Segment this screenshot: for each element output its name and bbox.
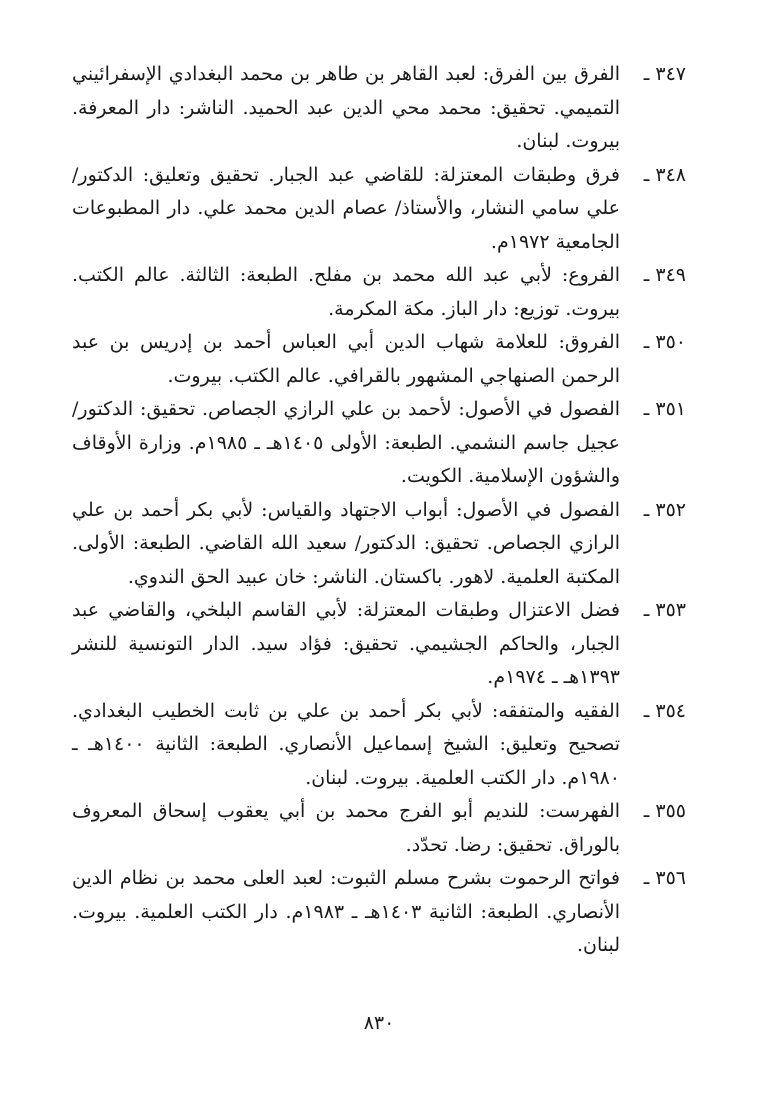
entry-number: ٣٤٧ ـ [643,63,686,85]
entry-text: الفقيه والمتفقه: لأبي بكر أحمد بن علي بن ثابت الخطيب البغدادي. تصحيح وتعليق: الشيخ إسماعيل الأنصاري. الطبعة: الثانية ١٤٠٠هـ ـ ١٩٨٠م. دار الكتب العلمية. بيروت. لبنان. [72,699,620,789]
bibliography-entry-353 [72,594,686,695]
entry-number: ٣٥٠ ـ [643,331,686,353]
entry-number: ٣٤٨ ـ [643,163,686,186]
page-number: ٨٣٠ [363,1012,395,1034]
bibliography-entry-355 [72,795,686,862]
entry-number: ٣٥٢ ـ [643,498,686,521]
entry-number: ٣٥٦ ـ [643,867,686,889]
entry-text: الفروع: لأبي عبد الله محمد بن مفلح. الطبعة: الثالثة. عالم الكتب. بيروت. توزيع: دار الباز. مكة المكرمة. [72,264,620,320]
entry-text: فرق وطبقات المعتزلة: للقاضي عبد الجبار. تحقيق وتعليق: الدكتور/ علي سامي النشار، والأستاذ/ عصام الدين محمد علي. دار المطبوعات الجامعية ١٩٧٢م. [72,163,620,253]
entry-number: ٣٥٣ ـ [643,599,686,621]
bibliography-entry-347 [72,58,686,159]
entry-text: الفروق: للعلامة شهاب الدين أبي العباس أحمد بن إدريس بن عبد الرحمن الصنهاجي المشهور بالقرافي. عالم الكتب. بيروت. [72,331,620,387]
bibliography-entry-348 [72,159,686,260]
entry-number: ٣٥٥ ـ [643,800,686,822]
bibliography-entry-349 [72,259,686,326]
entry-number: ٣٥٤ ـ [643,699,686,722]
entry-number: ٣٥١ ـ [643,398,686,420]
entry-text: الفرق بين الفرق: لعبد القاهر بن طاهر بن محمد البغدادي الإسفرائيني التميمي. تحقيق: محمد محي الدين عبد الحميد. الناشر: دار المعرفة. بيروت. لبنان. [72,63,620,152]
entry-text: الفصول في الأصول: أبواب الاجتهاد والقياس: لأبي بكر أحمد بن علي الرازي الجصاص. تحقيق: الدكتور/ سعيد الله القاضي. الطبعة: الأولى. المكتبة العلمية. لاهور. باكستان. الناشر: خان عبيد الحق الندوي. [72,498,620,588]
bibliography-entry-352 [72,494,686,595]
bibliography-entry-350 [72,326,686,393]
bibliography-entry-354 [72,695,686,796]
bibliography-list [72,58,686,963]
entry-text: فضل الاعتزال وطبقات المعتزلة: لأبي القاسم البلخي، والقاضي عبد الجبار، والحاكم الجشيمي. تحقيق: فؤاد سيد. الدار التونسية للنشر ١٣٩٣هـ ـ ١٩٧٤م. [72,599,620,688]
bibliography-entry-356 [72,862,686,963]
bibliography-entry-351 [72,393,686,494]
entry-text: الفصول في الأصول: لأحمد بن علي الرازي الجصاص. تحقيق: الدكتور/ عجيل جاسم النشمي. الطبعة: الأولى ١٤٠٥هـ ـ ١٩٨٥م. وزارة الأوقاف والشؤون الإسلامية. الكويت. [72,398,620,487]
entry-number: ٣٤٩ ـ [643,264,686,286]
entry-text: الفهرست: للنديم أبو الفرج محمد بن أبي يعقوب إسحاق المعروف بالوراق. تحقيق: رضا. تحدّد. [72,800,620,856]
entry-text: فواتح الرحموت بشرح مسلم الثبوت: لعبد العلى محمد بن نظام الدين الأنصاري. الطبعة: الثانية ١٤٠٣هـ ـ ١٩٨٣م. دار الكتب العلمية. بيروت. لبنان. [72,867,620,956]
